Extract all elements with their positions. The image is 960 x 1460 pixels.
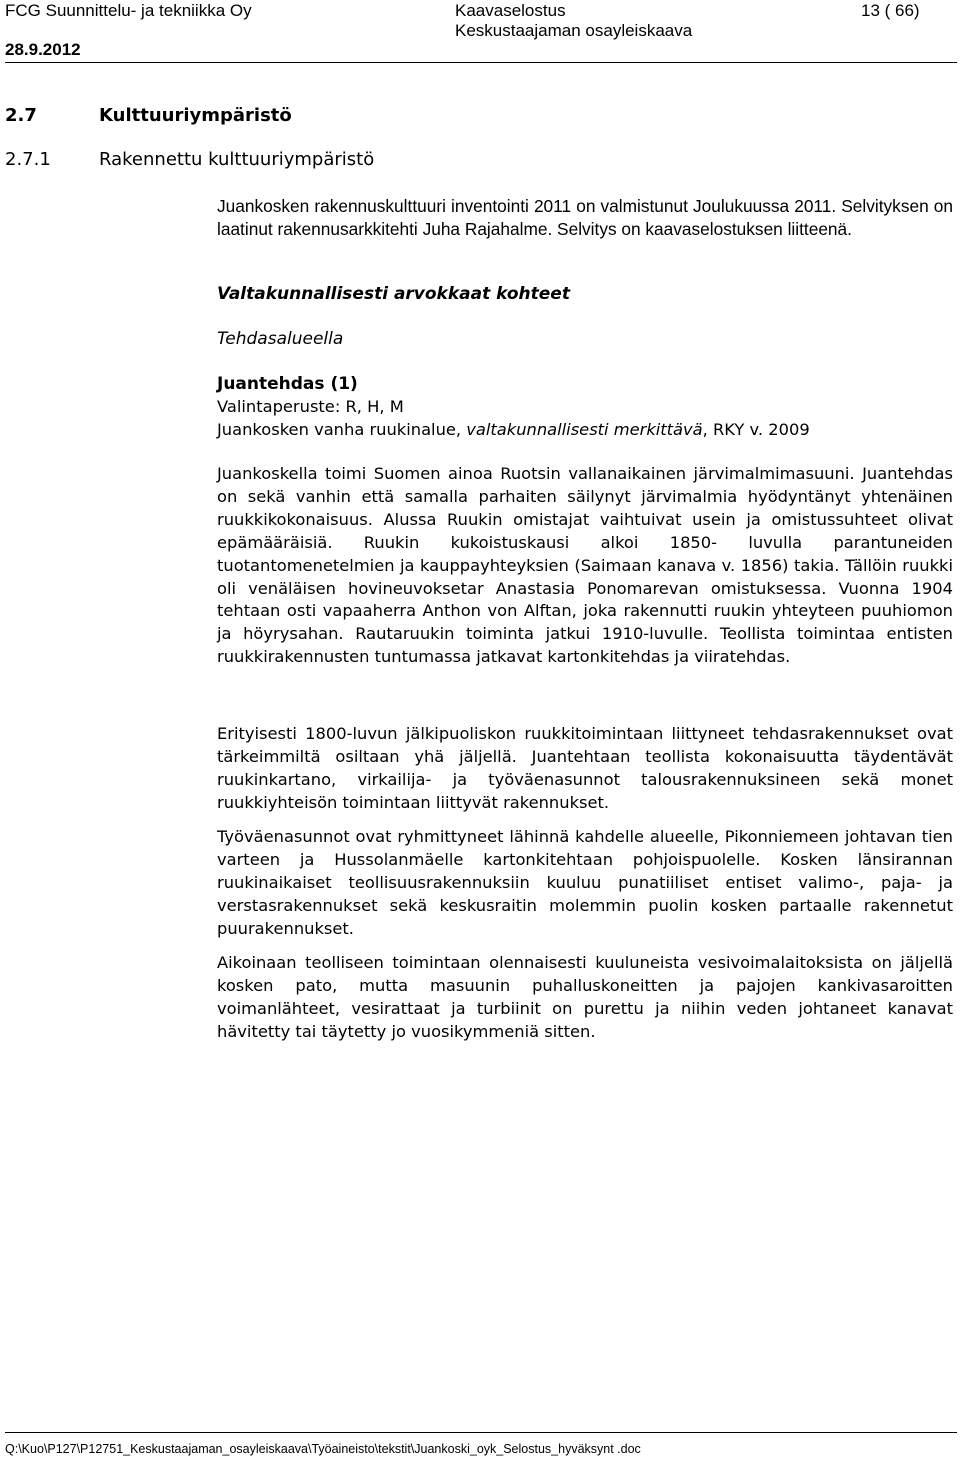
intro-paragraph: Juankosken rakennuskulttuuri inventointi 2011 on valmistunut Joulukuussa 2011. Selvityksen on laatinut rakennusarkkitehti Juha Rajahalme. Selvitys on kaavaselostuksen liitteenä. xyxy=(217,196,953,239)
intro-block xyxy=(217,195,953,241)
plan-name: Keskustaajaman osayleiskaava xyxy=(455,21,693,40)
header-divider xyxy=(5,62,957,63)
subheading-block xyxy=(217,283,953,306)
valuable-sites-heading: Valtakunnallisesti arvokkaat kohteet xyxy=(217,284,570,304)
body-paragraph: Erityisesti 1800-luvun jälkipuoliskon ruukkitoimintaan liittyneet tehdasrakennukset ovat tärkeimmiltä osiltaan yhä jäljellä. Juantehtaan teollista kokonaisuutta täydentävät ruukinkartano, virkailija- ja työväenasunnot talousrakennuksineen sekä monet ruukkiyhteisön toimintaan liittyvät rakennukset. xyxy=(217,724,953,812)
page-number: 13 ( 66) xyxy=(861,1,920,20)
body-paragraph: Juankoskella toimi Suomen ainoa Ruotsin vallanaikainen järvimalmimasuuni. Juantehdas on sekä vanhin että samalla parhaiten säilynyt järvimalmia hyödyntänyt yhtenäinen ruukkikokonaisuus. Alussa Ruukin omistajat vaihtuivat usein ja omistussuhteet olivat epämääräisiä. Ruukin kukoistuskausi alkoi 1850- luvulla parantuneiden tuotantomenetelmien ja kauppayhteyksien (Saimaan kanava v. 1856) takia. Tällöin ruukki oli venäläisen hovineuvoksetar Anastasia Ponomarevan omistuksessa. Vuonna 1904 tehtaan osti vapaaherra Anthon von Alftan, joka rakennutti ruukin yhteyteen puuhiomon ja höyrysahan. Rautaruukin toiminta jatkui 1910-luvulle. Teollista toimintaa entisten ruukkirakennusten tuntumassa jatkavat kartonkitehdas ja viiratehdas. xyxy=(217,464,953,667)
body-paragraph: Aikoinaan teolliseen toimintaan olennaisesti kuuluneista vesivoimalaitoksista on jäljellä kosken pato, mutta masuunin puhalluskoneitten ja pajojen kankivasaroitten voimanlähteet, vesirattaat ja turbiinit on purettu ja niihin veden johtaneet kanavat hävitetty tai täytetty jo vuosikymmeniä sitten. xyxy=(217,953,953,1041)
area-heading: Tehdasalueella xyxy=(217,329,344,349)
designation-prefix: Juankosken vanha ruukinalue, xyxy=(217,419,467,439)
designation-suffix: , RKY v. 2009 xyxy=(702,419,810,439)
site-block xyxy=(217,373,953,442)
subsection-title: Rakennettu kulttuuriympäristö xyxy=(99,149,375,170)
site-criteria: Valintaperuste: R, H, M xyxy=(217,396,404,416)
site-designation xyxy=(217,419,953,442)
company-name: FCG Suunnittelu- ja tekniikka Oy xyxy=(5,1,252,20)
body-paragraph-1-block xyxy=(217,463,953,669)
footer-file-path: Q:\Kuo\P127\P12751_Keskustaajaman_osayleiskaava\Työaineisto\tekstit\Juankoski_oyk_Selostus_hyväksynt .doc xyxy=(5,1442,641,1456)
body-paragraph: Työväenasunnot ovat ryhmittyneet lähinnä kahdelle alueelle, Pikonniemeen johtavan tien varteen ja Hussolanmäelle kartonkitehtaan pohjoispuolelle. Kosken länsirannan ruukinaikaiset teollisuusrakennuksiin kuuluu punatiiliset entiset valimo-, paja- ja verstasrakennukset sekä keskusraitin molemmin puolin kosken partaalle rakennetut puurakennukset. xyxy=(217,827,953,938)
body-paragraph-4-block xyxy=(217,952,953,1044)
designation-emphasis: valtakunnallisesti merkittävä xyxy=(466,419,703,439)
site-title: Juantehdas (1) xyxy=(217,374,358,394)
body-paragraph-3-block xyxy=(217,826,953,941)
section-number: 2.7 xyxy=(5,105,37,126)
document-date: 28.9.2012 xyxy=(5,40,81,59)
document-type: Kaavaselostus xyxy=(455,1,566,20)
subsection-number: 2.7.1 xyxy=(5,149,51,170)
section-title: Kulttuuriympäristö xyxy=(99,105,292,126)
body-paragraph-2-block xyxy=(217,723,953,815)
footer-divider xyxy=(5,1432,957,1433)
area-block xyxy=(217,328,953,351)
